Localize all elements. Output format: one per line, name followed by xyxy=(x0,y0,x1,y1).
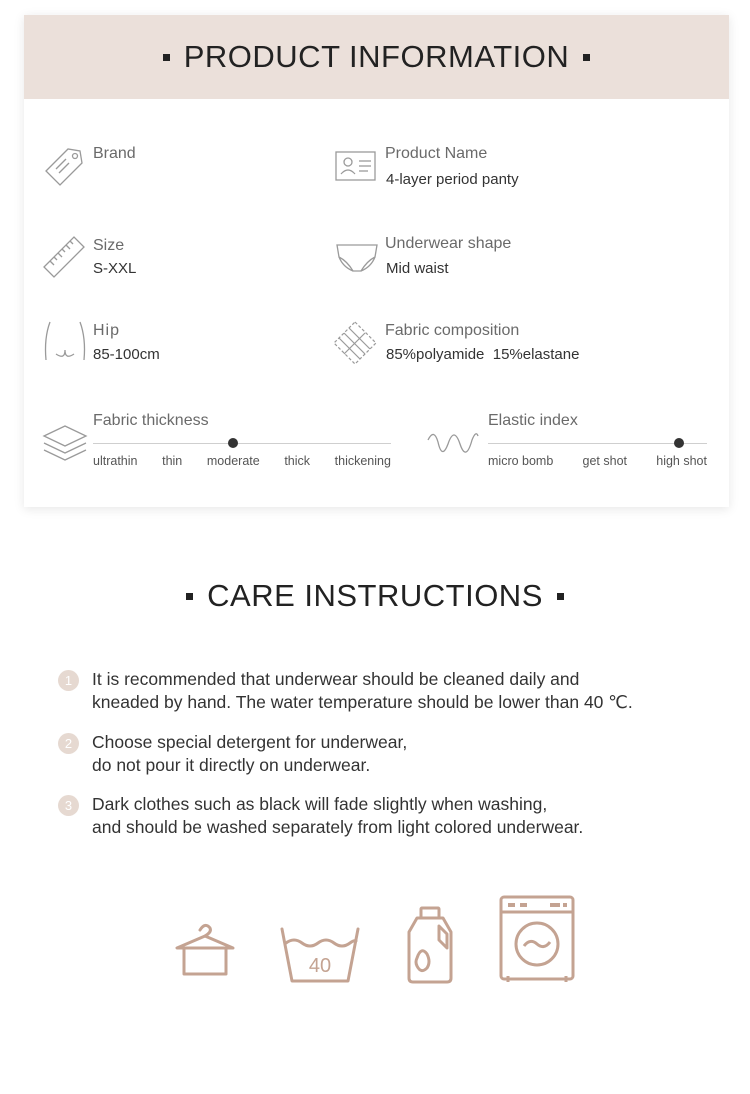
thickness-option: thickening xyxy=(334,454,391,468)
fabric-composition-field xyxy=(332,320,722,370)
underwear-shape-label: Underwear shape xyxy=(385,235,512,252)
thickness-option: ultrathin xyxy=(93,454,138,468)
fabric-composition-value: 85%polyamide 15%elastane xyxy=(386,346,580,363)
product-name-label: Product Name xyxy=(385,145,488,162)
step-text: It is recommended that underwear should be cleaned daily and kneaded by hand. The water temperature should be lower than 40 ℃. xyxy=(92,669,633,712)
elastic-wave-icon xyxy=(426,422,480,466)
product-info-title: PRODUCT INFORMATION xyxy=(149,39,605,75)
wash-40-icon xyxy=(280,925,360,985)
ruler-icon xyxy=(42,233,88,279)
size-field xyxy=(42,233,322,283)
thickness-option: thick xyxy=(284,454,311,468)
size-value: S-XXL xyxy=(93,260,137,277)
care-instructions-header xyxy=(0,578,750,614)
hip-label: Hip xyxy=(93,322,121,339)
fabric-thickness-label: Fabric thickness xyxy=(93,412,209,429)
detergent-bottle-icon xyxy=(403,906,457,984)
brand-label: Brand xyxy=(93,145,136,162)
elastic-index-label: Elastic index xyxy=(488,412,578,429)
hip-icon xyxy=(42,320,88,364)
thickness-option: thin xyxy=(162,454,183,468)
product-name-value: 4-layer period panty xyxy=(386,171,519,188)
step-number-badge: 1 xyxy=(58,670,79,691)
step-number-badge: 3 xyxy=(58,795,79,816)
layers-icon xyxy=(42,422,88,466)
fabric-icon xyxy=(332,320,378,366)
care-step xyxy=(58,793,728,839)
step-text: Choose special detergent for underwear, do not pour it directly on underwear. xyxy=(92,732,408,775)
wash-temp-label: 40 xyxy=(308,955,332,977)
step-text: Dark clothes such as black will fade slightly when washing, and should be washed separately from light colored underwear. xyxy=(92,794,584,837)
id-card-icon xyxy=(335,143,377,187)
elastic-options xyxy=(488,454,707,468)
care-instructions-title: CARE INSTRUCTIONS xyxy=(172,578,578,614)
product-info-card xyxy=(24,15,729,507)
fabric-thickness-field xyxy=(42,412,402,472)
thickness-selected-dot xyxy=(228,438,238,448)
care-step xyxy=(58,668,728,714)
product-name-field xyxy=(335,143,715,193)
brand-field xyxy=(42,143,322,193)
hip-field xyxy=(42,320,322,370)
elastic-option: micro bomb xyxy=(488,454,554,468)
hang-dry-icon xyxy=(174,920,236,978)
care-step xyxy=(58,731,728,777)
elastic-option: get shot xyxy=(582,454,628,468)
underwear-shape-field xyxy=(335,233,715,283)
size-label: Size xyxy=(93,237,125,254)
elastic-index-field xyxy=(426,412,716,472)
fabric-composition-label: Fabric composition xyxy=(385,322,520,339)
tag-icon xyxy=(42,143,86,189)
elastic-option: high shot xyxy=(656,454,707,468)
underwear-shape-value: Mid waist xyxy=(386,260,449,277)
hip-value: 85-100cm xyxy=(93,346,160,363)
product-info-header xyxy=(24,15,729,99)
thickness-option: moderate xyxy=(206,454,260,468)
washing-machine-icon xyxy=(498,894,576,984)
elastic-selected-dot xyxy=(674,438,684,448)
thickness-options xyxy=(93,454,391,468)
step-number-badge: 2 xyxy=(58,733,79,754)
briefs-icon xyxy=(335,233,379,277)
